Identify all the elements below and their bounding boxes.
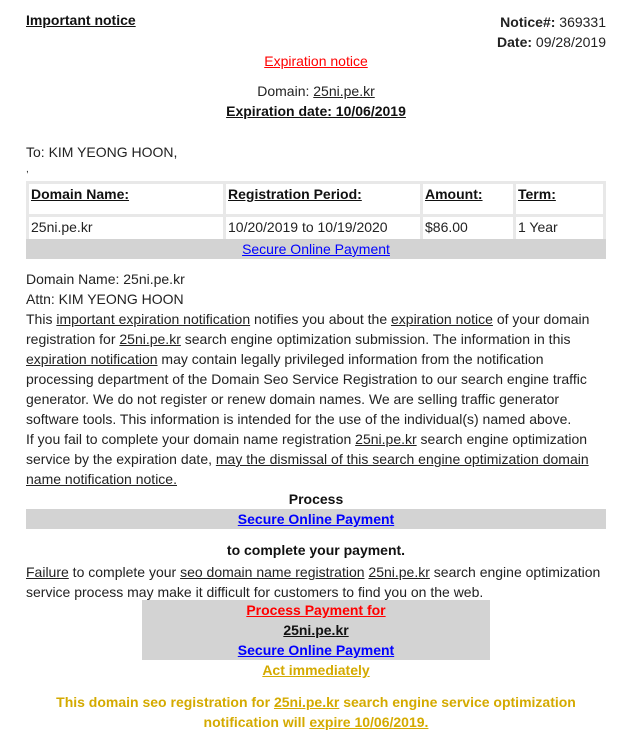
registration-table: [26, 181, 606, 242]
cell-registration-period: 10/20/2019 to 10/19/2020: [226, 217, 420, 239]
notice-number-line: [497, 12, 606, 32]
table-header-row: [29, 184, 603, 214]
text: This: [26, 311, 57, 327]
notice-date-label: Date:: [497, 34, 533, 50]
header-amount: Amount:: [423, 184, 513, 214]
notice-meta: [497, 12, 606, 52]
text: search engine optimization submission. The information in this: [180, 331, 571, 347]
failure-link[interactable]: Failure: [26, 564, 69, 580]
secure-online-payment-link[interactable]: Secure Online Payment: [237, 642, 395, 658]
important-expiration-notification-link[interactable]: important expiration notification: [56, 311, 251, 327]
cell-term: 1 Year: [516, 217, 603, 239]
notice-number-label: Notice#:: [500, 14, 556, 30]
details-paragraph-2: [26, 429, 606, 489]
details-attn: Attn: KIM YEONG HOON: [26, 291, 184, 307]
details-block: [26, 269, 606, 489]
notice-date: 09/28/2019: [535, 34, 606, 50]
footer-expire-link[interactable]: expire 10/06/2019.: [309, 714, 429, 730]
details-paragraph-1: [26, 309, 606, 429]
failure-paragraph: [26, 562, 606, 602]
domain-label: Domain:: [257, 83, 310, 99]
header-registration-period: Registration Period:: [226, 184, 420, 214]
expiration-notice-link[interactable]: Expiration notice: [264, 53, 368, 69]
notice-number: 369331: [559, 14, 606, 30]
to-line: To: KIM YEONG HOON,: [26, 144, 178, 160]
domain-text-link[interactable]: 25ni.pe.kr: [368, 564, 430, 580]
secure-online-payment-link[interactable]: Secure Online Payment: [242, 241, 390, 257]
cell-amount: $86.00: [423, 217, 513, 239]
table-row: [29, 217, 603, 239]
domain-text-link[interactable]: 25ni.pe.kr: [355, 431, 417, 447]
process-heading: Process: [288, 491, 344, 507]
domain-text-link[interactable]: 25ni.pe.kr: [119, 331, 181, 347]
footer-notice: [40, 692, 592, 732]
text: If you fail to complete your domain name registration: [26, 431, 356, 447]
expiration-notice-text-link[interactable]: expiration notice: [391, 311, 493, 327]
text: search engine service optimization notification will: [203, 694, 576, 730]
text: of your domain registration for: [26, 311, 590, 347]
expiration-notification-link[interactable]: expiration notification: [26, 351, 158, 367]
text: notifies you about the: [250, 311, 391, 327]
important-notice-title: Important notice: [26, 12, 136, 28]
act-immediately-link[interactable]: Act immediately: [262, 662, 370, 678]
process-payment-bar: [26, 509, 606, 529]
header-domain-name: Domain Name:: [29, 184, 223, 214]
text: to complete your: [68, 564, 181, 580]
comma-line: ,: [26, 164, 29, 175]
text: search engine optimization service by the expiration date,: [26, 431, 588, 467]
box-domain-link[interactable]: 25ni.pe.kr: [283, 622, 349, 638]
process-payment-for-link[interactable]: Process Payment for: [246, 602, 386, 618]
domain-link[interactable]: 25ni.pe.kr: [313, 83, 375, 99]
dismissal-notice-link[interactable]: may the dismissal of this search engine optimization domain name notification notice.: [26, 451, 589, 487]
expiration-date: Expiration date: 10/06/2019: [226, 103, 406, 119]
secure-online-payment-link[interactable]: Secure Online Payment: [237, 511, 395, 527]
notice-date-line: [497, 32, 606, 52]
cell-domain-name: 25ni.pe.kr: [29, 217, 223, 239]
text: search engine optimization service process may make it difficult for customers to find you on the web.: [26, 564, 601, 600]
seo-registration-link[interactable]: seo domain name registration: [180, 564, 365, 580]
text: may contain legally privileged information from the notification processing department of the Domain Seo Service Registration to our search engine traffic generator. We do not register or renew domain names. We are selling traffic generator software tools. This information is intended for the use of the individual(s) named above.: [26, 351, 587, 427]
domain-line: [0, 83, 628, 99]
payment-bar: [26, 239, 606, 259]
text: This domain seo registration for: [56, 694, 274, 710]
header-term: Term:: [516, 184, 603, 214]
footer-domain-link[interactable]: 25ni.pe.kr: [273, 694, 340, 710]
complete-payment-text: to complete your payment.: [226, 542, 406, 558]
payment-box: [142, 600, 490, 660]
details-domain-name: Domain Name: 25ni.pe.kr: [26, 271, 185, 287]
